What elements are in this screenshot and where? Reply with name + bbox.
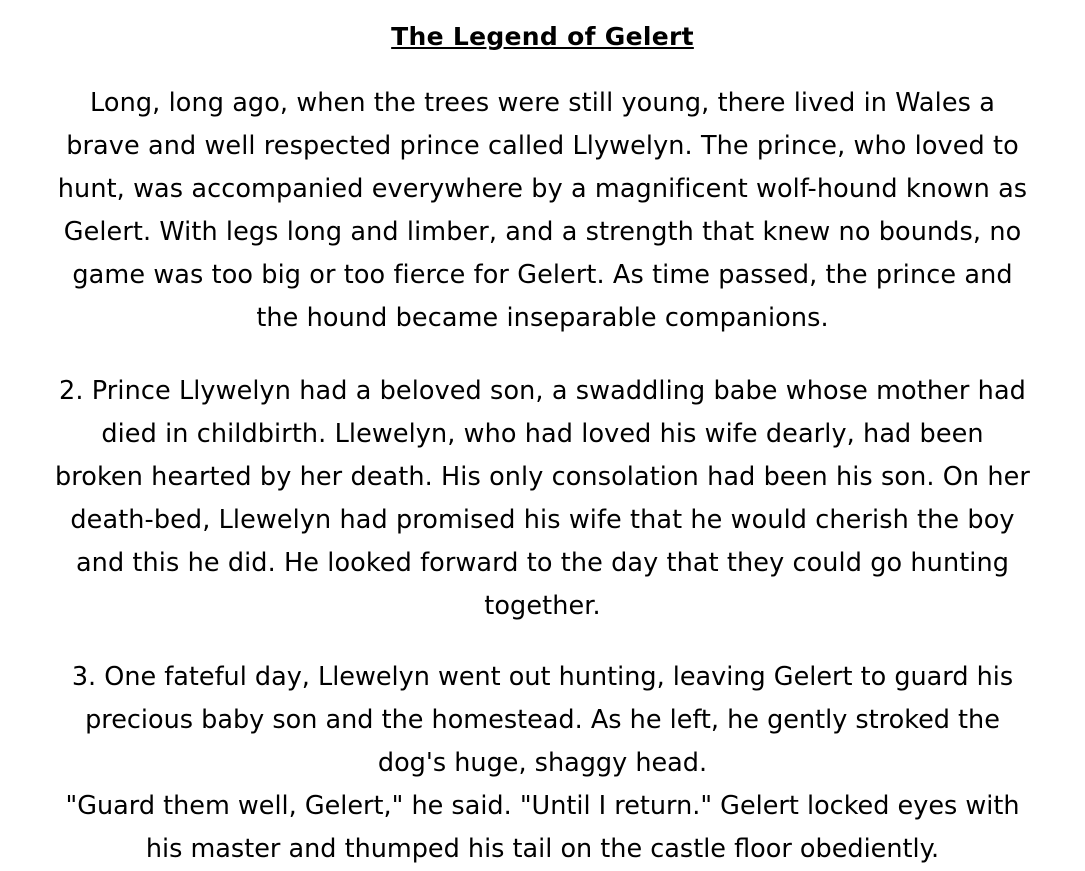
paragraph-spacer-2 xyxy=(48,628,1037,656)
paragraph-1: Long, long ago, when the trees were still young, there lived in Wales a brave and well respected prince called Llywelyn. The prince, who loved to hunt, was accompanied everywhere by a magnificent wolf-hound known as Gelert. With legs long and limber, and a strength that knew no bounds, no game was too big or too fierce for Gelert. As time passed, the prince and the hound became inseparable companions. xyxy=(57,88,1028,333)
page-title: The Legend of Gelert xyxy=(391,22,694,51)
paragraph-3b: "Guard them well, Gelert," he said. "Until I return." Gelert locked eyes with his master and thumped his tail on the castle floor obediently. xyxy=(65,791,1020,864)
paragraph-3a: 3. One fateful day, Llewelyn went out hunting, leaving Gelert to guard his precious baby son and the homestead. As he left, he gently stroked the dog's huge, shaggy head. xyxy=(71,662,1014,778)
paragraph-spacer-1 xyxy=(48,340,1037,370)
paragraph-2: 2. Prince Llywelyn had a beloved son, a swaddling babe whose mother had died in childbirth. Llewelyn, who had loved his wife dearly, had been broken hearted by her death. His only consolation had been his son. On her death-bed, Llewelyn had promised his wife that he would cherish the boy and this he did. He looked forward to the day that they could go hunting together. xyxy=(54,376,1031,621)
